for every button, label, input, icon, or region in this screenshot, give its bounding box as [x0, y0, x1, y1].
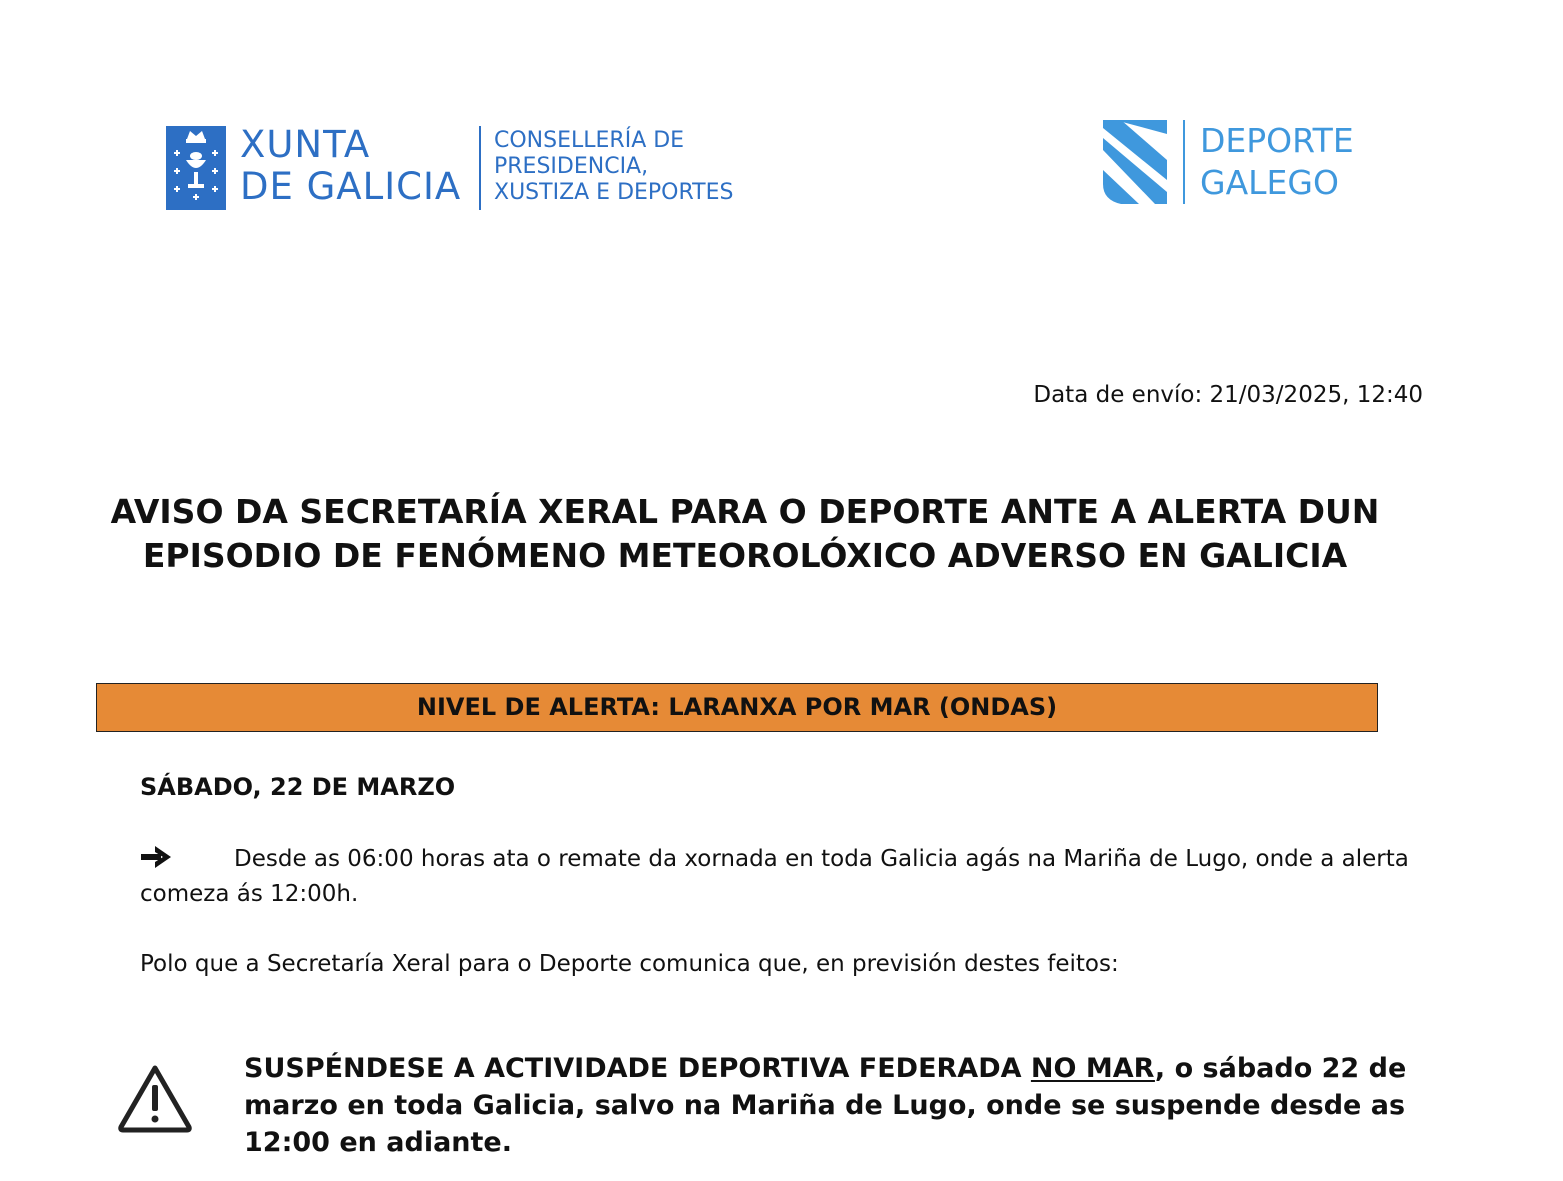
deporte-galego-mark-icon — [1103, 120, 1167, 204]
send-date: Data de envío: 21/03/2025, 12:40 — [1033, 382, 1423, 408]
deporte-divider — [1183, 120, 1185, 204]
alert-level-banner: NIVEL DE ALERTA: LARANXA POR MAR (ONDAS) — [96, 683, 1378, 732]
xunta-shield-icon — [166, 126, 226, 210]
deporte-name-line1: DEPORTE — [1200, 121, 1354, 160]
deporte-name-line2: GALEGO — [1200, 163, 1339, 202]
page-title — [90, 490, 1400, 578]
warning-icon — [117, 1063, 193, 1133]
xunta-dept-line3: XUSTIZA E DEPORTES — [494, 180, 734, 205]
xunta-divider — [479, 126, 481, 210]
suspension-lead: SUSPÉNDESE A ACTIVIDADE DEPORTIVA FEDERADA — [244, 1053, 1031, 1084]
xunta-name — [240, 124, 461, 208]
xunta-name-line1: XUNTA — [240, 123, 371, 166]
title-line2: EPISODIO DE FENÓMENO METEOROLÓXICO ADVERSO EN GALICIA — [142, 536, 1348, 575]
xunta-dept-line1: CONSELLERÍA DE — [494, 128, 685, 153]
xunta-logo — [142, 110, 762, 230]
deporte-galego-logo — [1103, 118, 1373, 208]
suspension-underlined: NO MAR — [1030, 1053, 1155, 1084]
alert-period-text: Desde as 06:00 horas ata o remate da xornada en toda Galicia agás na Mariña de Lugo, onde a alerta comeza ás 12:00h. — [140, 846, 1409, 907]
xunta-name-line2: DE GALICIA — [240, 165, 462, 208]
suspension-notice — [244, 1050, 1429, 1161]
deporte-galego-name — [1200, 120, 1354, 204]
title-line1: AVISO DA SECRETARÍA XERAL PARA O DEPORTE ANTE A ALERTA DUN — [110, 492, 1380, 531]
intro-text: Polo que a Secretaría Xeral para o Deporte comunica que, en previsión destes feitos: — [140, 951, 1119, 977]
suspension-rest: , o sábado 22 de marzo en toda Galicia, salvo na Mariña de Lugo, onde se suspende desde as 12:00 en adiante. — [244, 1053, 1407, 1158]
xunta-department — [494, 128, 734, 206]
xunta-dept-line2: PRESIDENCIA, — [494, 154, 649, 179]
day-heading: SÁBADO, 22 DE MARZO — [140, 773, 456, 801]
